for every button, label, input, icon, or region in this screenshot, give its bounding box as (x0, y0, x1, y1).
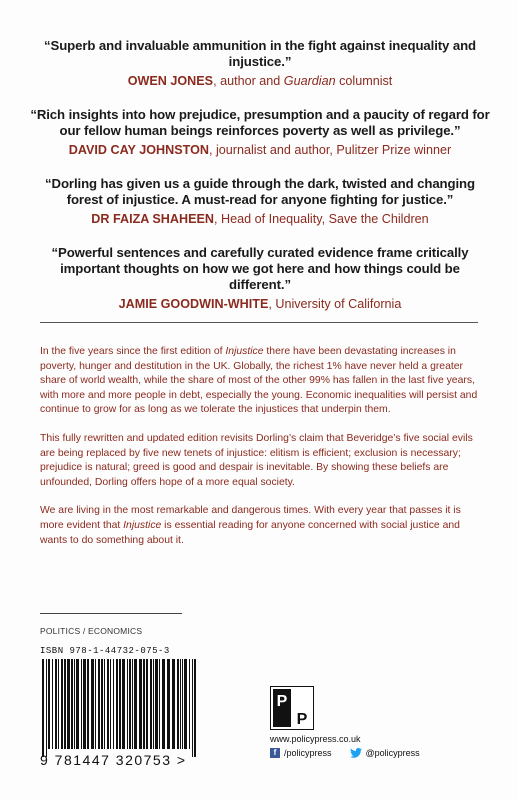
barcode-bar (194, 659, 196, 757)
endorsement-1 (30, 38, 490, 89)
barcode-bar (150, 659, 152, 749)
quote-attribution (30, 211, 490, 227)
quote-attribution (30, 296, 490, 312)
barcode-bar (180, 659, 181, 749)
logo-letter-bottom: P (296, 711, 308, 728)
attribution-separator: , (213, 74, 221, 88)
barcode-bar (110, 659, 111, 749)
text-run: We are living in the most remarkable and dangerous times. With every year that passes it is more evident that (40, 505, 461, 531)
social-links (270, 748, 420, 758)
facebook-icon: f (270, 748, 280, 758)
barcode-bar (42, 659, 44, 757)
barcode-bar (122, 659, 125, 749)
barcode-bar (192, 659, 193, 757)
barcode-bar (116, 659, 118, 749)
quote-attribution (30, 73, 490, 89)
endorsement-3 (30, 176, 490, 227)
quote-text: “Superb and invaluable ammunition in the fight against inequality and injustice.” (44, 38, 476, 69)
quote-role: Head of Inequality, Save the Children (220, 212, 429, 226)
section-divider (40, 322, 478, 323)
text-run: there have been devastating increases in poverty, hunger and destitution in the UK. Globally, the richest 1% have never held a greater share of world wealth, while the share of most of the other 99% has fallen in the last five years, with more and more people in debt, especially the young. Economic inequalities will persist and continue to grow for as long as we tolerate the injustices that underpin them. (40, 346, 478, 416)
text-run: In the five years since the first edition of (40, 346, 226, 357)
barcode-bar (71, 659, 73, 749)
barcode-bar (76, 659, 79, 749)
quote-author: JAMIE GOODWIN-WHITE (118, 297, 269, 311)
description-paragraph-3 (40, 504, 480, 548)
barcode-bar (98, 659, 100, 749)
barcode-bar (162, 659, 165, 749)
barcode-bar (81, 659, 82, 749)
barcode-bar (61, 659, 63, 749)
quote-text: “Dorling has given us a guide through the dark, twisted and changing forest of injustice. A must-read for anyone fighting for justice.” (45, 176, 475, 207)
barcode-bar (132, 659, 133, 749)
book-title-em: Injustice (225, 346, 264, 357)
barcode-bar (134, 659, 137, 749)
isbn-text: ISBN 978-1-44732-075-3 (40, 646, 170, 656)
barcode-bar (119, 659, 121, 749)
subject-category: POLITICS / ECONOMICS (40, 626, 143, 636)
barcode-bar (113, 659, 114, 749)
barcode-digits: 9 781447 320753 > (40, 752, 187, 768)
twitter-handle[interactable]: @policypress (365, 748, 420, 758)
quote-role-post: columnist (335, 74, 393, 88)
endorsement-4 (30, 245, 490, 312)
twitter-icon (350, 748, 362, 758)
quote-role: journalist and author, Pulitzer Prize winner (215, 143, 452, 157)
publisher-url[interactable]: www.policypress.co.uk (270, 734, 361, 744)
barcode-bar (58, 659, 59, 749)
barcode-bar (64, 659, 66, 749)
description-paragraph-2: This fully rewritten and updated edition revisits Dorling’s claim that Beveridge’s five social evils are being replaced by five new tenets of injustice: elitism is efficient; exclusion is necessary; prejudice is natural; greed is good and despair is inevitable. By showing these beliefs are unfounded, Dorling offers hope of a more equal society. (40, 432, 473, 488)
barcode-bar (167, 659, 170, 749)
barcode-bar (127, 659, 128, 749)
barcode-bar (67, 659, 70, 749)
barcode-bar (55, 659, 57, 749)
barcode-bar (107, 659, 109, 749)
barcode-bar (159, 659, 160, 749)
logo-letter-top: P (276, 693, 288, 710)
policy-press-logo (270, 686, 314, 730)
barcode-bar (52, 659, 53, 749)
barcode-bar (143, 659, 145, 749)
quote-role: author and (220, 74, 284, 88)
barcode-bar (129, 659, 131, 749)
endorsement-2 (30, 107, 490, 158)
barcode (40, 659, 200, 757)
quote-role-em: Guardian (283, 74, 336, 88)
barcode-bar (101, 659, 103, 749)
barcode-bar (146, 659, 148, 749)
subject-rule (40, 613, 182, 614)
facebook-handle[interactable]: /policypress (284, 748, 332, 758)
barcode-bar (177, 659, 179, 749)
book-description (40, 345, 480, 562)
barcode-bar (184, 659, 187, 749)
barcode-bar (87, 659, 89, 749)
quote-attribution (30, 142, 490, 158)
quote-author: DAVID CAY JOHNSTON (68, 143, 209, 157)
book-title-em: Injustice (123, 519, 162, 531)
quote-text: “Rich insights into how prejudice, presumption and a paucity of regard for our fellow human beings reinforces poverty as well as privilege.” (30, 107, 490, 138)
barcode-bar (83, 659, 86, 749)
barcode-bar (74, 659, 75, 749)
quote-role: University of California (275, 297, 402, 311)
barcode-bar (172, 659, 175, 749)
attribution-separator: , (268, 297, 276, 311)
endorsements (30, 38, 490, 330)
barcode-bar (155, 659, 158, 749)
barcode-bar (153, 659, 154, 749)
barcode-bar (104, 659, 105, 749)
description-paragraph-1 (40, 345, 480, 418)
barcode-bar (189, 659, 190, 749)
quote-author: OWEN JONES (127, 74, 214, 88)
barcode-bar (91, 659, 94, 749)
text-run: is essential reading for anyone concerned with social justice and wants to do something about it. (40, 519, 460, 546)
barcode-bar (48, 659, 50, 749)
barcode-bar (46, 659, 47, 757)
barcode-bar (95, 659, 96, 749)
quote-author: DR FAIZA SHAHEEN (91, 212, 214, 226)
attribution-separator: , (208, 143, 216, 157)
barcode-bar (182, 659, 183, 749)
quote-text: “Powerful sentences and carefully curated evidence frame critically important thoughts on how we got here and how things could be different.” (51, 245, 469, 292)
barcode-bar (139, 659, 142, 749)
attribution-separator: , (213, 212, 221, 226)
